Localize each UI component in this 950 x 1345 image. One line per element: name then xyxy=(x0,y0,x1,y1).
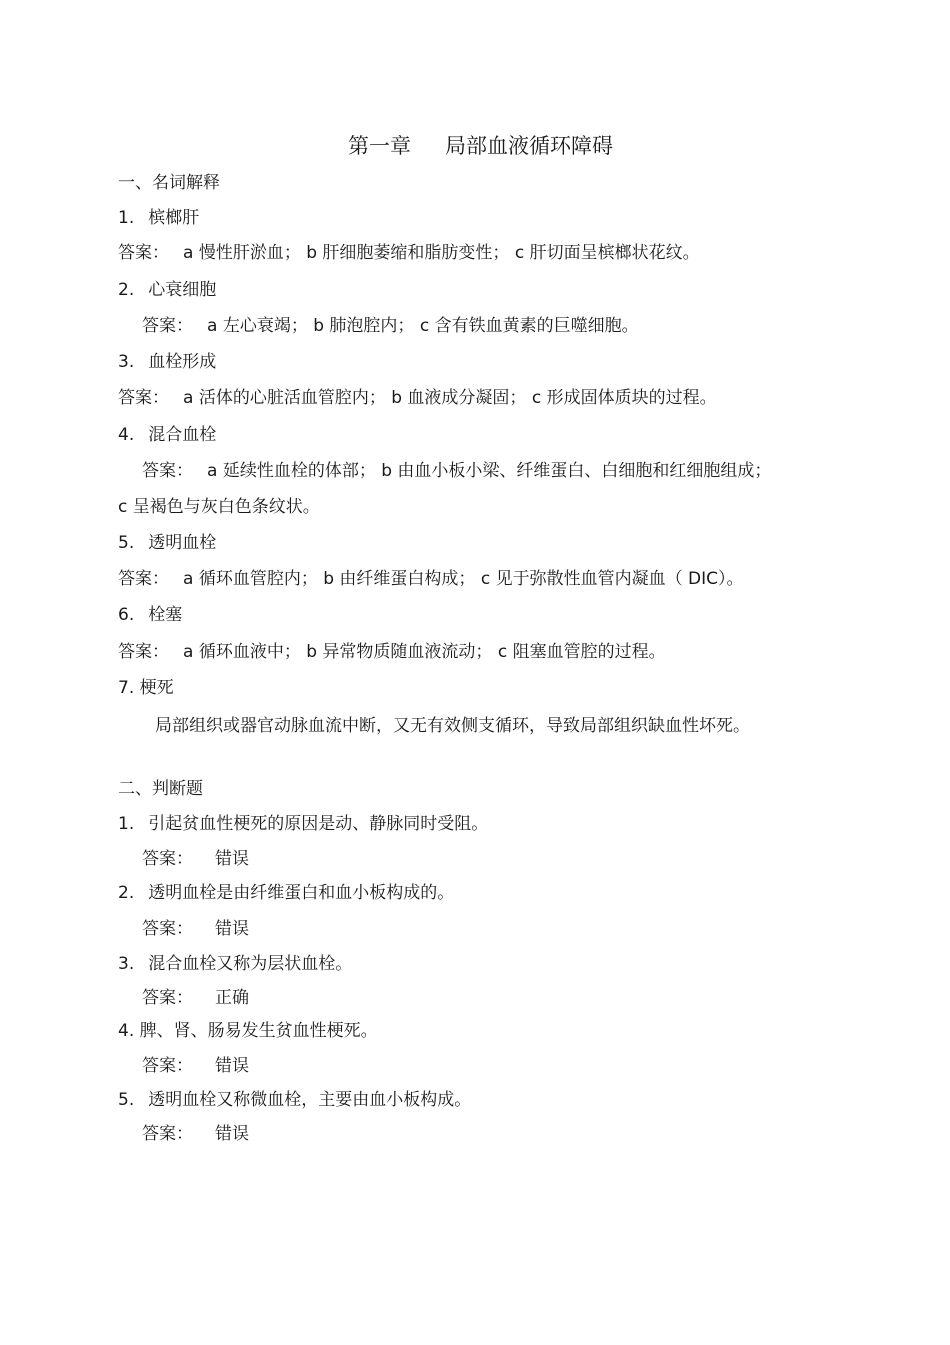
term-item: 3. 血栓形成 xyxy=(118,352,217,372)
question-item: 2. 透明血栓是由纤维蛋白和血小板构成的。 xyxy=(118,883,455,903)
section-heading-judgment: 二、判断题 xyxy=(118,779,203,799)
question-item: 4. 脾、肾、肠易发生贫血性梗死。 xyxy=(118,1021,378,1041)
question-item: 3. 混合血栓又称为层状血栓。 xyxy=(118,954,353,974)
term-item: 5. 透明血栓 xyxy=(118,533,217,553)
chapter-number: 第一章 xyxy=(348,134,411,158)
answer-line: 答案： 错误 xyxy=(142,1056,249,1076)
answer-line: 答案： 错误 xyxy=(142,919,249,939)
answer-line: 答案： a 左心衰竭； b 肺泡腔内； c 含有铁血黄素的巨噬细胞。 xyxy=(142,316,639,336)
chapter-name: 局部血液循环障碍 xyxy=(445,134,613,158)
answer-line: 答案： a 延续性血栓的体部； b 由血小板小梁、纤维蛋白、白细胞和红细胞组成； xyxy=(142,461,772,481)
term-item: 1. 槟榔肝 xyxy=(118,208,200,228)
question-item: 1. 引起贫血性梗死的原因是动、静脉同时受阻。 xyxy=(118,814,489,834)
term-item: 2. 心衰细胞 xyxy=(118,280,217,300)
term-item: 4. 混合血栓 xyxy=(118,425,217,445)
answer-line-continued: c 呈褐色与灰白色条纹状。 xyxy=(118,497,320,517)
answer-line: 答案： 错误 xyxy=(142,849,249,869)
answer-line: 答案： a 活体的心脏活血管腔内； b 血液成分凝固； c 形成固体质块的过程。 xyxy=(118,388,717,408)
term-item: 6. 栓塞 xyxy=(118,605,183,625)
answer-line: 答案： a 慢性肝淤血； b 肝细胞萎缩和脂肪变性； c 肝切面呈槟榔状花纹。 xyxy=(118,243,700,263)
answer-line: 局部组织或器官动脉血流中断，又无有效侧支循环，导致局部组织缺血性坏死。 xyxy=(155,716,750,736)
answer-line: 答案： 正确 xyxy=(142,988,249,1008)
answer-line: 答案： 错误 xyxy=(142,1124,249,1144)
term-item: 7. 梗死 xyxy=(118,678,174,698)
answer-line: 答案： a 循环血液中； b 异常物质随血液流动； c 阻塞血管腔的过程。 xyxy=(118,642,666,662)
page-title xyxy=(348,130,613,160)
question-item: 5. 透明血栓又称微血栓，主要由血小板构成。 xyxy=(118,1090,472,1110)
section-heading-definitions: 一、名词解释 xyxy=(118,173,220,193)
answer-line: 答案： a 循环血管腔内； b 由纤维蛋白构成； c 见于弥散性血管内凝血（ DIC）。 xyxy=(118,569,744,589)
